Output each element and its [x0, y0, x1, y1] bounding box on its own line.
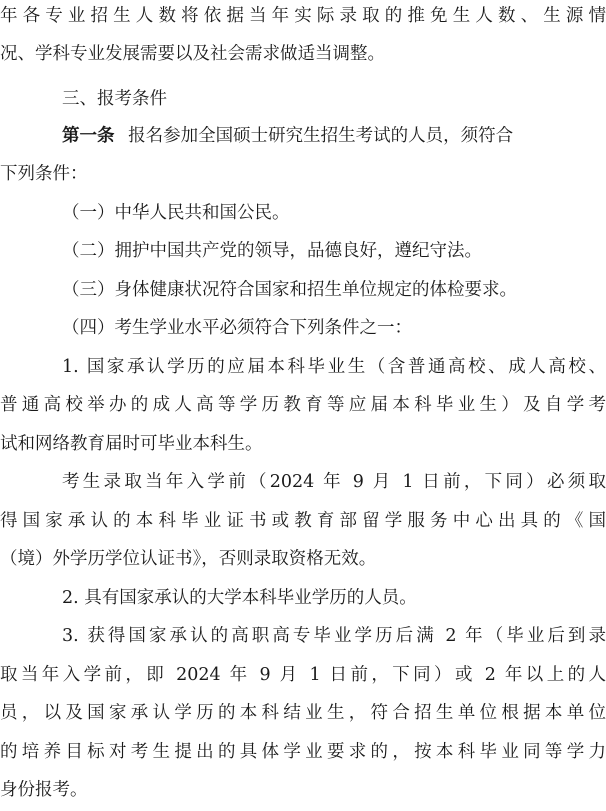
article-text: 报名参加全国硕士研究生招生考试的人员，须符合 — [128, 126, 514, 146]
paragraph-line: 员，以及国家承认学历的本科结业生，符合招生单位根据本单位 — [0, 703, 606, 723]
paragraph-line: 年各专业招生人数将依据当年实际录取的推免生人数、生源情 — [0, 6, 606, 26]
condition-item: （二）拥护中国共产党的领导，品德良好，遵纪守法。 — [62, 241, 482, 261]
article-line — [62, 124, 606, 148]
paragraph-line: 2. 具有国家承认的大学本科毕业学历的人员。 — [62, 588, 417, 608]
article-number: 第一条 — [62, 126, 115, 146]
paragraph-line: 况、学科专业发展需要以及社会需求做适当调整。 — [0, 44, 385, 64]
condition-item: （四）考生学业水平必须符合下列条件之一： — [62, 318, 412, 338]
paragraph-line: 考生录取当年入学前（2024 年 9 月 1 日前，下同）必须取 — [62, 472, 606, 492]
paragraph-line: 的培养目标对考生提出的具体学业要求的，按本科毕业同等学力 — [0, 742, 606, 762]
paragraph-line: （境）外学历学位认证书》，否则录取资格无效。 — [0, 549, 377, 569]
condition-item: （一）中华人民共和国公民。 — [62, 203, 290, 223]
paragraph-line: 下列条件： — [0, 164, 88, 184]
paragraph-line: 身份报考。 — [0, 780, 88, 800]
condition-item: （三）身体健康状况符合国家和招生单位规定的体检要求。 — [62, 280, 517, 300]
section-heading: 三、报考条件 — [62, 89, 167, 109]
paragraph-line: 试和网络教育届时可毕业本科生。 — [0, 434, 263, 454]
paragraph-line: 得国家承认的本科毕业证书或教育部留学服务中心出具的《国 — [0, 511, 606, 531]
paragraph-line: 取当年入学前，即 2024 年 9 月 1 日前，下同）或 2 年以上的人 — [0, 665, 606, 685]
paragraph-line: 1. 国家承认学历的应届本科毕业生（含普通高校、成人高校、 — [62, 357, 606, 377]
paragraph-line: 3. 获得国家承认的高职高专毕业学历后满 2 年（毕业后到录 — [62, 626, 606, 646]
paragraph-line: 普通高校举办的成人高等学历教育等应届本科毕业生）及自学考 — [0, 395, 606, 415]
